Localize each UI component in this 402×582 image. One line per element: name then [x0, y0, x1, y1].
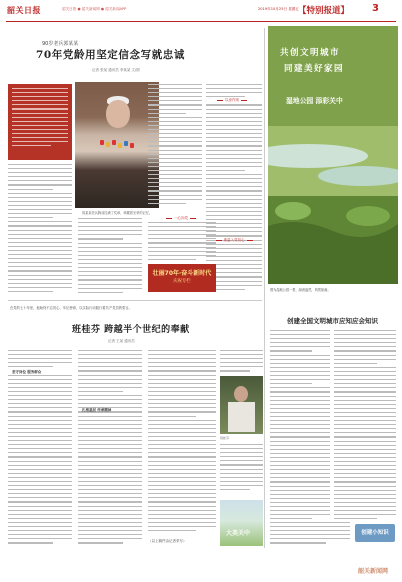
knowledge-badge-label: 创建小知识	[361, 530, 389, 536]
medal-icon	[112, 140, 116, 145]
portrait-body	[228, 402, 255, 432]
medal-icon	[100, 140, 104, 145]
section-divider	[8, 300, 262, 301]
panel-subtitle: 湿地公园 添彩关中	[286, 97, 343, 105]
article2-column-3	[148, 350, 216, 536]
panel-title-line1: 共创文明城市	[280, 48, 341, 58]
subhead-2: 以身作则	[202, 98, 262, 103]
knowledge-section-title[interactable]: 创建全国文明城市应知应会知识	[287, 317, 378, 325]
article2-title[interactable]: 班桂芬 跨越半个世纪的奉献	[72, 325, 190, 335]
masthead: 韶关日报	[7, 5, 41, 15]
panel-caption: 图为湿地公园一景，绿意盎然，风景如画。	[270, 288, 331, 292]
veteran-face	[106, 100, 130, 128]
banner-subtitle: 庆祝专栏	[173, 279, 191, 284]
panel-title-line2: 同建美好家园	[284, 64, 345, 74]
knowledge-column-1	[270, 330, 330, 520]
site-watermark: 韶关新闻网	[358, 568, 389, 575]
subhead-1: 一心向党	[146, 216, 216, 221]
column-divider	[264, 28, 265, 548]
page-number: 3	[372, 3, 379, 14]
portrait-caption: 班桂芬	[220, 436, 230, 440]
header-rule	[6, 21, 396, 22]
article2-column-1	[8, 350, 72, 546]
article2-column-4-mid	[220, 444, 263, 496]
header-date: 2019年10月25日 星期五	[258, 7, 299, 11]
article2-lead: 在党的七十年里，他始终不忘初心、牢记使命，以实际行动践行着共产党员的誓言。	[10, 306, 132, 310]
article2-column-4-top	[220, 350, 263, 374]
banner-title: 壮丽70年·奋斗新时代	[152, 270, 212, 277]
knowledge-column-2	[334, 330, 396, 520]
scenery-photo-label: 大美关中	[226, 530, 251, 537]
article2-column-2	[78, 350, 142, 546]
header-middle-text: 韶关日报 ● 韶关新闻网 ● 韶关新闻APP	[62, 7, 127, 11]
article1-intro-box	[8, 84, 72, 160]
section-tag: 【特别报道】	[298, 6, 350, 16]
article1-column-2	[78, 218, 142, 296]
photo-caption: 郭某某老兵胸前挂满了奖章，珍藏着光荣的记忆。	[82, 211, 153, 215]
subhead-3: 重温入党初心	[206, 238, 262, 243]
medal-icon	[124, 141, 128, 146]
intro-text-lines	[12, 88, 68, 156]
portrait-face	[234, 386, 248, 402]
article2-footnote: （以上稿件由记者采写）	[148, 539, 187, 543]
article2-subhead-2: 扎根基层 传承精神	[82, 408, 112, 412]
article1-title[interactable]: 70年党龄用坚定信念写就忠诚	[36, 49, 186, 61]
article1-column-1	[8, 164, 72, 296]
medal-icon	[130, 143, 134, 148]
knowledge-column-3	[270, 522, 350, 548]
medal-icon	[106, 142, 110, 147]
article1-byline: 记者 张某 通讯员 李某某 文/图	[92, 68, 140, 72]
scenery-photo[interactable]	[220, 500, 263, 546]
article2-subhead-1: 坚守岗位 服务群众	[12, 370, 42, 374]
medal-icon	[118, 143, 122, 148]
article1-kicker: 90岁老兵郭某某	[42, 41, 79, 47]
article1-column-3	[148, 84, 202, 210]
article2-byline: 记者 王某 通讯员	[108, 339, 135, 343]
